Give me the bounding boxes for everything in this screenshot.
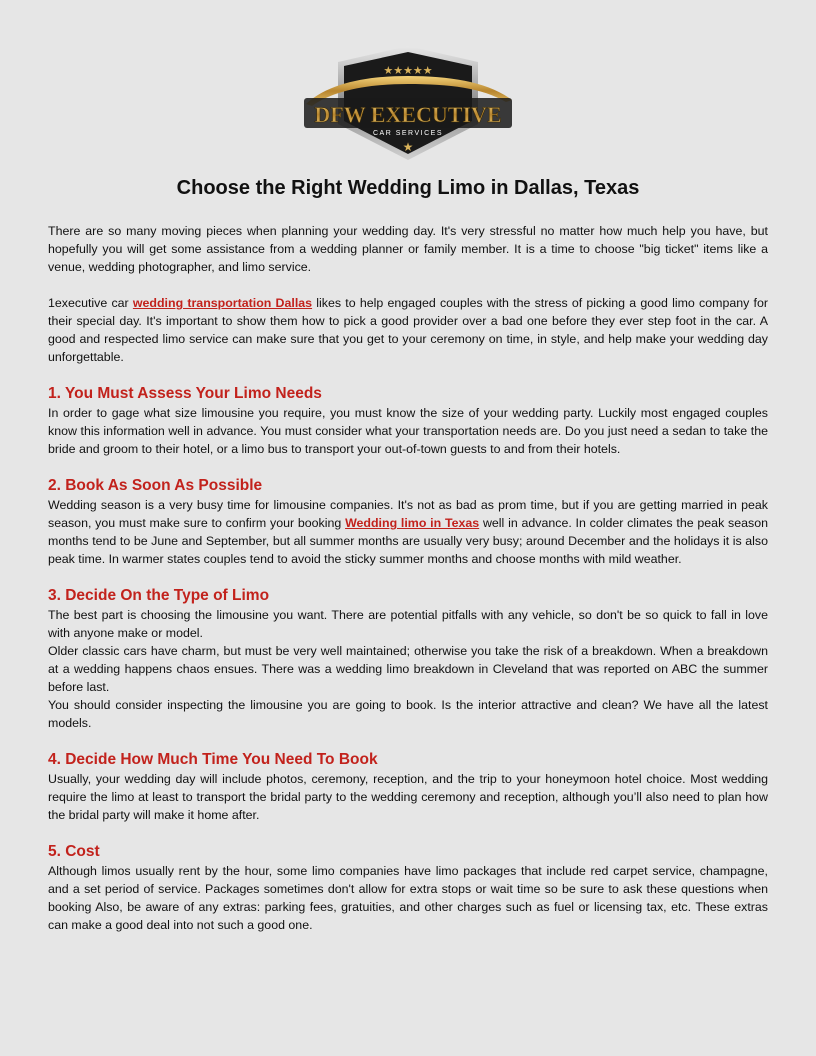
section-1-heading: 1. You Must Assess Your Limo Needs	[48, 385, 322, 402]
section-5-body: Although limos usually rent by the hour, some limo companies have limo packages that include red carpet service, champagne, and a set period of service. Packages sometimes don't allow for extra stops or wait time so be sure to ask these questions when booking Also, be aware of any extras: parking fees, gratuities, and other charges such as fuel or licensing tax, etc. These extras can make a good deal into not such a good one.	[48, 864, 768, 932]
section-3-paragraph-3: You should consider inspecting the limousine you are going to book. Is the interior attractive and clean? We have all the latest models.	[48, 698, 768, 730]
wedding-transportation-dallas-link[interactable]: wedding transportation Dallas	[132, 296, 313, 310]
section-2-heading: 2. Book As Soon As Possible	[48, 477, 263, 494]
intro-text-after-link: likes to help engaged couples with the stress of picking a good limo company for their special day. It's important to show them how to pick a good provider over a bad one before they ever step foot in the car. A good and respected limo service can make sure that you get to your ceremony on time, in style, and help make your wedding day unforgettable.	[48, 296, 768, 364]
section-2-text-after-link: well in advance. In colder climates the peak season months tend to be June and September, but all summer months are usually very busy; around December and the holidays it is also peak time. In warmer states couples tend to avoid the sticky summer months and choose months with mild weather.	[48, 516, 768, 566]
section-5-heading: 5. Cost	[48, 843, 100, 860]
section-1-body: In order to gage what size limousine you require, you must know the size of your wedding party. Luckily most engaged couples know this information well in advance. You must consider what your transportation needs are. Do you just need a sedan to take the bride and groom to their hotel, or a limo bus to transport your out-of-town guests to and from their hotels.	[48, 406, 768, 456]
article-body	[48, 222, 768, 934]
section-4-heading: 4. Decide How Much Time You Need To Book	[48, 751, 378, 768]
logo-bottom-star: ★	[402, 140, 414, 154]
section-4-body: Usually, your wedding day will include photos, ceremony, reception, and the trip to your honeymoon hotel choice. Most wedding require the limo at least to transport the bridal party to the wedding ceremony and reception, although you’ll also need to plan how the bridal party will make it home after.	[48, 772, 768, 822]
page-title: Choose the Right Wedding Limo in Dallas, Texas	[176, 177, 640, 199]
intro-text-before-link: 1executive car	[48, 296, 133, 310]
section-3-paragraph-1: The best part is choosing the limousine you want. There are potential pitfalls with any vehicle, so don't be so quick to fall in love with anyone make or model.	[48, 608, 768, 640]
intro-paragraph-1: There are so many moving pieces when planning your wedding day. It's very stressful no matter how much help you have, but hopefully you will get some assistance from a wedding planner or family member. It is a time to choose "big ticket" items like a venue, wedding photographer, and limo service.	[48, 224, 768, 274]
section-2-text-before-link: Wedding season is a very busy time for limousine companies. It's not as bad as prom time, but if you are getting married in peak season, you must make sure to confirm your booking	[48, 498, 768, 530]
logo-tagline-text: CAR SERVICES	[373, 130, 443, 137]
logo-stars: ★★★★★	[383, 64, 433, 77]
section-3-paragraph-2: Older classic cars have charm, but must be very well maintained; otherwise you take the risk of a breakdown. When a breakdown at a wedding happens chaos ensues. There was a wedding limo breakdown in Cleveland that was reported on ABC the summer before last.	[48, 644, 768, 694]
wedding-limo-in-texas-link[interactable]: Wedding limo in Texas	[345, 516, 480, 530]
company-logo	[300, 42, 516, 164]
logo-brand-text: DFW EXECUTIVE	[314, 102, 502, 127]
intro-paragraph-2	[48, 294, 768, 366]
section-2-body	[48, 496, 768, 568]
section-3-heading: 3. Decide On the Type of Limo	[48, 587, 270, 604]
